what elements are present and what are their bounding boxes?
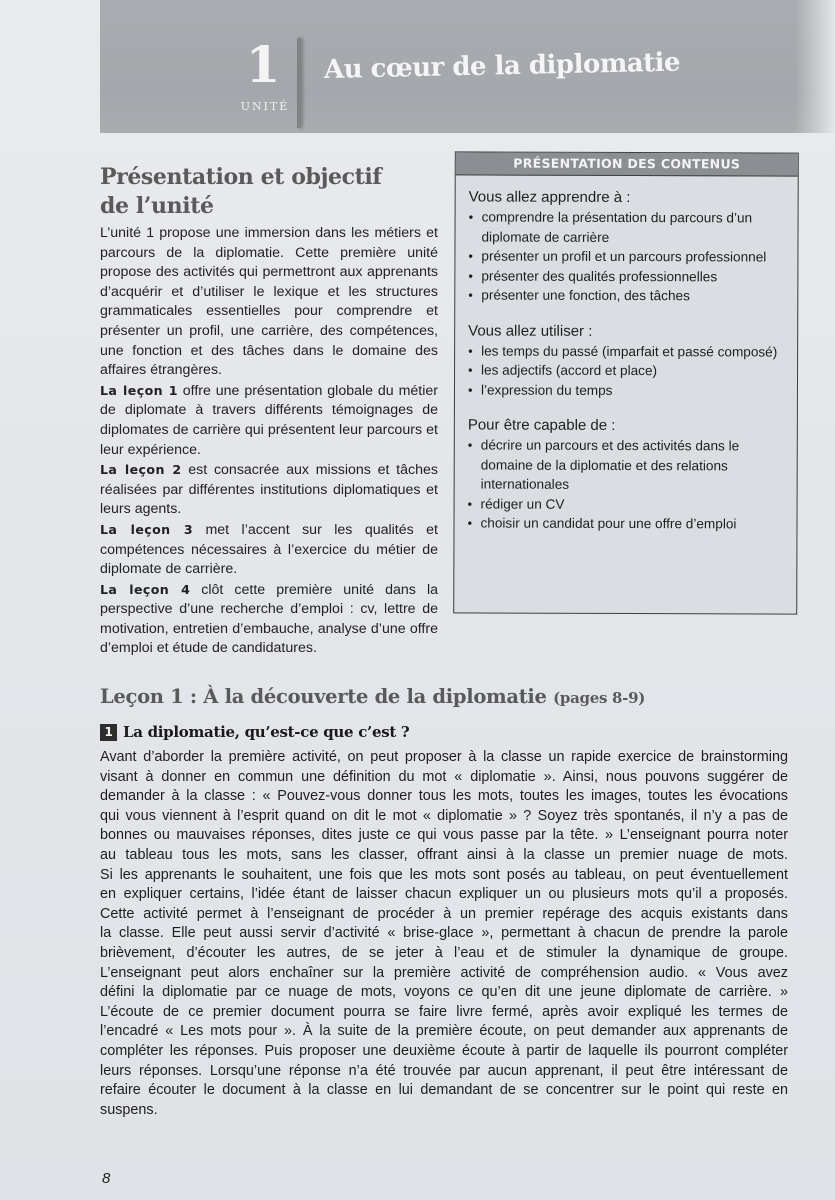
bullet-icon: • <box>467 495 473 511</box>
body-line: leurs réponses. Lorsqu’une réponse n’a été trouvée par aucun apprenant, il peut être intéressant de <box>100 1062 788 1079</box>
body-line: suspens. <box>100 1101 158 1118</box>
band-fade <box>795 0 835 133</box>
intro-body <box>100 224 438 659</box>
list-item: • présenter un profil et un parcours professionnel <box>468 248 767 265</box>
bullet-icon: • <box>467 381 473 397</box>
contents-section-capable <box>454 415 796 534</box>
contents-box <box>453 151 799 614</box>
unit-header-band <box>100 0 835 133</box>
list-item: • l’expression du temps <box>468 380 787 401</box>
body-line: l’encadré « Les mots pour ». À la suite de la première écoute, on peut demander aux apprenants de <box>100 1023 788 1040</box>
lesson-pages: (pages 8-9) <box>553 689 646 707</box>
body-line: la classe. Elle peut aussi servir d’activité « brise-glace », permettant à chacun de prendre la parole <box>100 925 788 942</box>
bullet-icon: • <box>468 342 473 358</box>
contents-section-use <box>455 321 797 401</box>
body-line: L’enseignant peut alors enchaîner sur la première activité de compréhension audio. « Vous avez <box>100 964 788 981</box>
list-item: • présenter une fonction, des tâches <box>468 287 690 304</box>
body-line: Si les apprenants le souhaitent, une fois que les mots sont posés au tableau, on peut éventuellement <box>100 866 788 883</box>
body-line: refaire écouter le document à la classe en lui demandant de se concentrer sur le point qui reste en <box>100 1082 788 1099</box>
activity-heading <box>100 723 800 741</box>
body-line: en expliquer certains, l’idée étant de laisser chacun expliquer un ou plusieurs mots qu’il a proposés. <box>100 886 788 903</box>
lesson-text: offre une présentation globale du métier de diplomate à travers différents témoignages de diplomates de carrière qui présentent leur parcours et leur expérience. <box>100 382 438 458</box>
section-heading: Vous allez apprendre à : <box>468 188 631 207</box>
intro-heading-line1: Présentation et objectif <box>100 164 382 190</box>
intro-paragraph: L’unité 1 propose une immersion dans les métiers et parcours de la diplomatie. Cette première unité propose des activités qui permettront aux apprenants d’acquérir et d’utiliser le lexique et les structures grammaticales essentielles pour comprendre et présenter un profil, une carrière, des compétences, une fonction et des tâches dans le domaine des affaires étrangères. <box>100 225 438 379</box>
activity-heading-text: La diplomatie, qu’est-ce que c’est ? <box>123 723 410 741</box>
body-line: compléter les réponses. Puis proposer une deuxième écoute à partir de laquelle ils pourront compléter <box>100 1042 788 1059</box>
bullet-icon: • <box>468 209 474 225</box>
unit-number: 1 <box>245 35 281 94</box>
body-line: visant à donner en commun une définition du mot « diplomatie ». Ainsi, nous pouvons suggérer de <box>100 768 788 785</box>
body-line: L’écoute de ce premier document pourra se faire livre fermé, après avoir expliqué les termes de <box>100 1003 788 1020</box>
list-item: • les temps du passé (imparfait et passé composé) <box>468 342 778 360</box>
intro-heading <box>100 163 440 221</box>
list-item: • décrire un parcours et des activités dans le domaine de la diplomatie et des relations internationales <box>467 437 740 492</box>
unit-label: UNITÉ <box>240 100 290 113</box>
section-heading: Pour être capable de : <box>467 416 616 434</box>
list-item: • rédiger un CV <box>468 494 787 515</box>
contents-section-learn <box>455 187 797 306</box>
bullet-icon: • <box>467 515 473 531</box>
section-list <box>468 341 787 401</box>
body-line: Avant d’aborder la première activité, on peut proposer à la classe un rapide exercice de brainstorming <box>100 749 788 765</box>
page-number: 8 <box>102 1170 111 1187</box>
lesson-summary-2 <box>100 460 438 520</box>
body-line: au tableau tous les mots, sans les classer, offrant ainsi à la classe un premier nuage de mots. <box>100 846 788 863</box>
section-list <box>467 435 786 534</box>
lesson-heading-text: Leçon 1 : À la découverte de la diplomatie <box>100 685 547 708</box>
section-list <box>468 207 787 306</box>
lesson-label: La leçon 4 <box>100 581 191 597</box>
list-item: • comprendre la présentation du parcours d’un diplomate de carrière <box>468 209 753 245</box>
body-line: Cette activité permet à l’enseignant de procéder à un premier repérage des acquis existants dans <box>100 905 788 922</box>
section-heading: Vous allez utiliser : <box>468 321 593 340</box>
lesson-text: clôt cette première unité dans la perspective d’une recherche d’emploi : cv, lettre de motivation, entretien d’embauche, analyse d’une offre d’emploi et étude de candidatures. <box>100 581 438 657</box>
body-line: demander à la classe : « Pouvez-vous donner tous les mots, toutes les images, toutes les évocations <box>100 788 788 805</box>
lesson-heading <box>100 685 800 708</box>
bullet-icon: • <box>468 287 473 303</box>
unit-divider <box>297 38 301 128</box>
lesson-summary-4 <box>100 580 438 659</box>
lesson-text: met l’accent sur les qualités et compétences nécessaires à l’exercice du métier de diplomate de carrière. <box>100 521 438 578</box>
lesson-summary-1 <box>100 381 438 460</box>
bullet-icon: • <box>468 362 473 378</box>
bullet-icon: • <box>467 437 473 453</box>
list-item: • choisir un candidat pour une offre d’emploi <box>467 515 737 532</box>
lesson-label: La leçon 3 <box>100 521 193 537</box>
lesson-summary-3 <box>100 520 438 580</box>
body-line: bonnes ou mauvaises réponses, dites juste ce qui vous passe par la tête. » L’enseignant pourra noter <box>100 827 788 844</box>
list-item: • les adjectifs (accord et place) <box>468 362 658 379</box>
activity-body <box>100 748 788 1120</box>
unit-title: Au cœur de la diplomatie <box>323 47 681 85</box>
activity-number-badge: 1 <box>100 724 117 741</box>
lesson-label: La leçon 2 <box>100 462 182 478</box>
contents-box-header: PRÉSENTATION DES CONTENUS <box>456 152 798 176</box>
bullet-icon: • <box>468 248 474 264</box>
intro-heading-line2: de l’unité <box>100 193 214 219</box>
body-line: brièvement, d’écouter les autres, de se jeter à l’eau et de stimuler la dynamique de groupe. <box>100 944 788 961</box>
lesson-label: La leçon 1 <box>100 382 178 398</box>
body-line: qui vous viennent à l’esprit quand on dit le mot « diplomatie » ? Soyez très spontanés, il n’y a pas de <box>100 807 788 824</box>
lesson-text: est consacrée aux missions et tâches réalisées par différentes institutions diplomatiques et leurs agents. <box>100 462 438 518</box>
bullet-icon: • <box>468 267 473 283</box>
body-line: défini la diplomatie par ce nuage de mots, voyons ce qu’en dit une jeune diplomate de carrière. » <box>100 984 788 1001</box>
list-item: • présenter des qualités professionnelles <box>468 267 718 284</box>
